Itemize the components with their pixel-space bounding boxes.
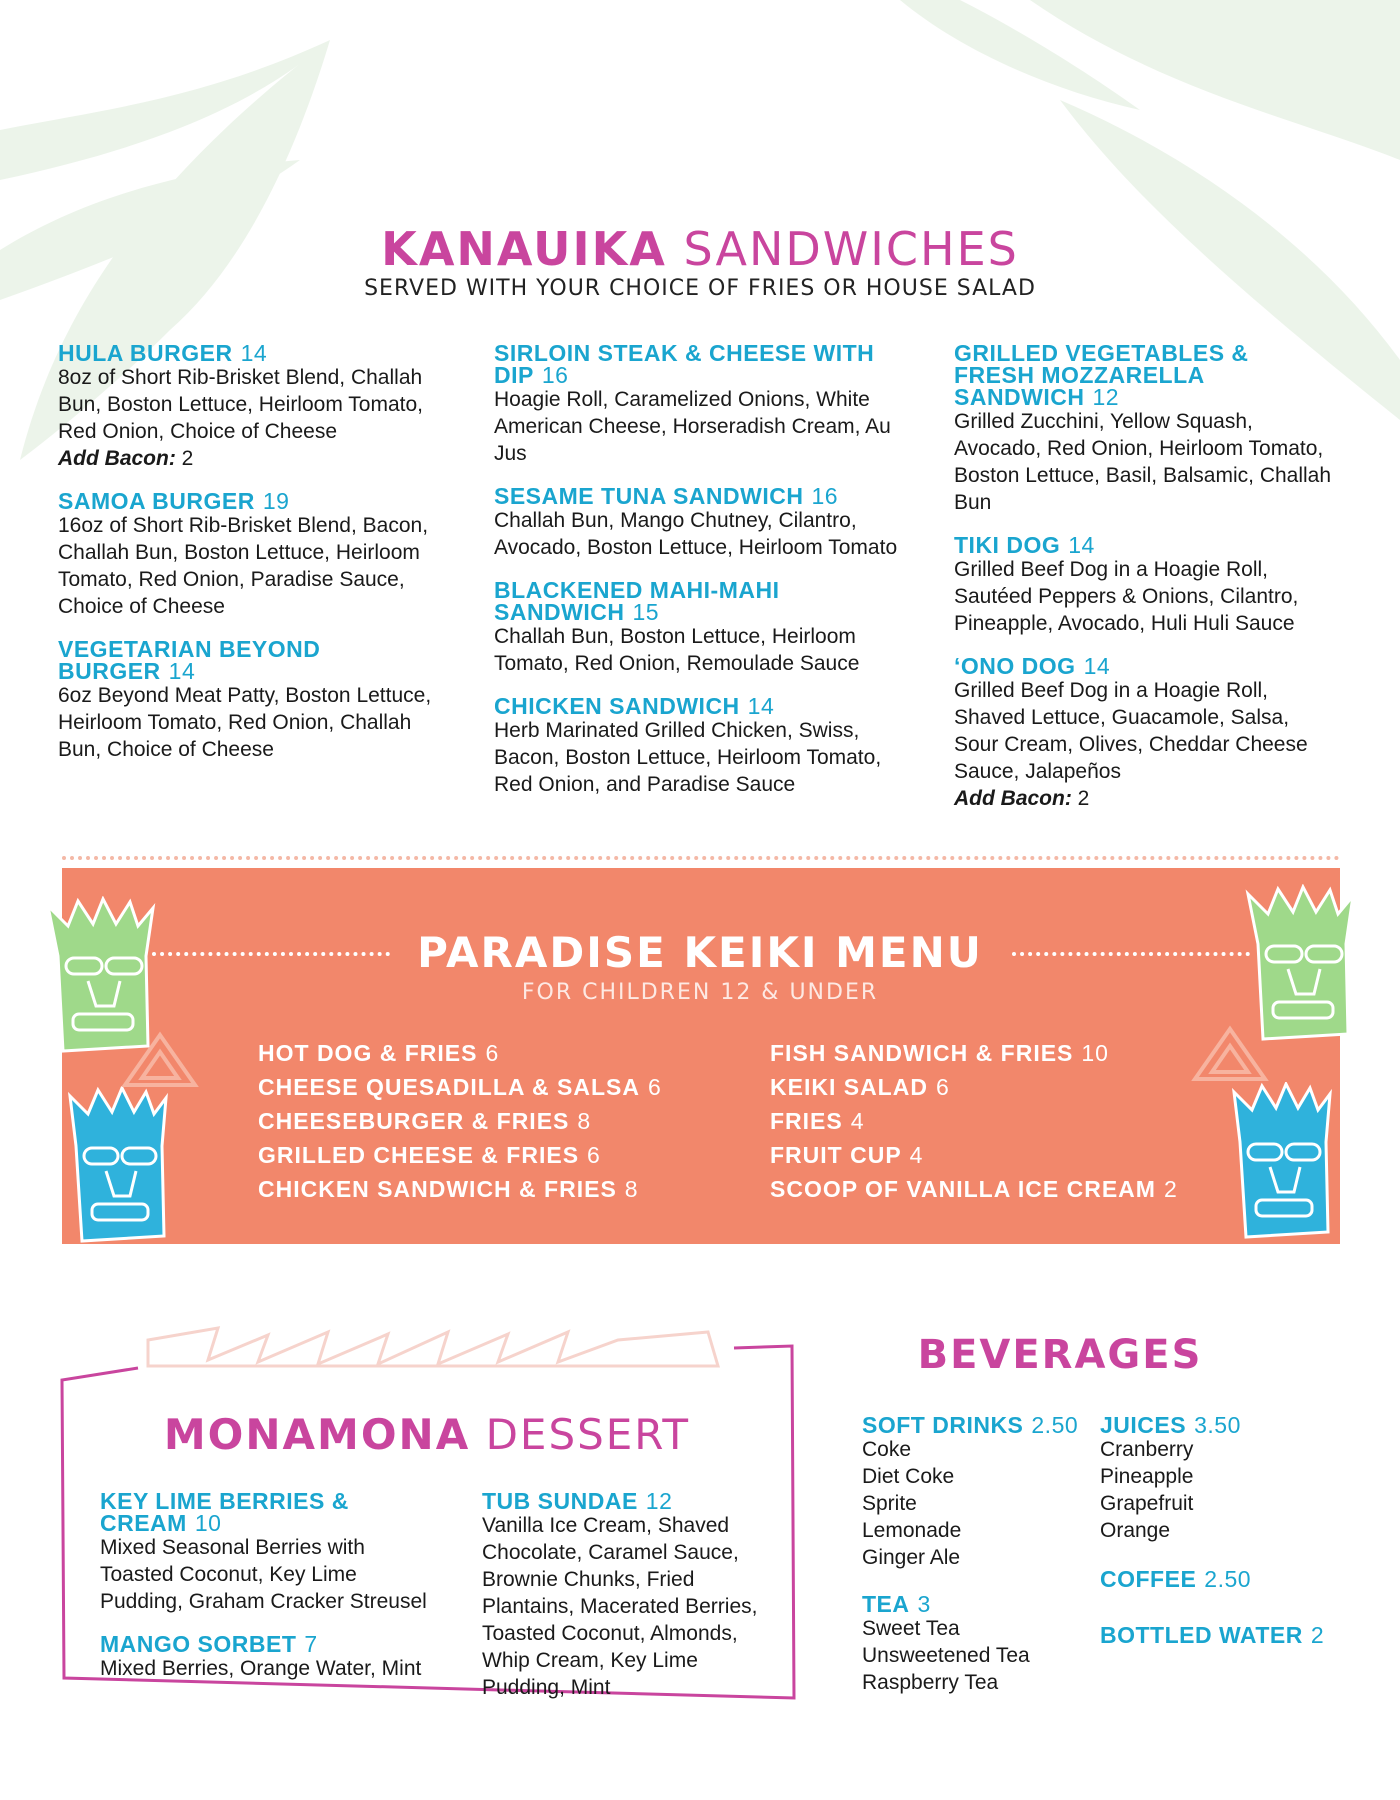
menu-item	[100, 1490, 440, 1615]
item-price: 4	[850, 1108, 865, 1134]
item-name: HOT DOG & FRIES	[258, 1040, 478, 1066]
item-description: Grilled Beef Dog in a Hoagie Roll, Sautéed Peppers & Onions, Cilantro, Pineapple, Avocado, Huli Huli Sauce	[954, 558, 1299, 635]
sandwiches-subtitle: SERVED WITH YOUR CHOICE OF FRIES OR HOUSE SALAD	[364, 276, 1036, 301]
item-addon	[58, 445, 448, 472]
item-name: JUICES	[1100, 1412, 1187, 1438]
item-name: TUB SUNDAE	[482, 1488, 638, 1514]
item-description: 8oz of Short Rib-Brisket Blend, Challah Bun, Boston Lettuce, Heirloom Tomato, Red Onion, Choice of Cheese	[58, 366, 423, 443]
keiki-item	[258, 1104, 678, 1138]
dessert-column-1	[100, 1490, 440, 1700]
item-name: SOFT DRINKS	[862, 1412, 1024, 1438]
sandwiches-title-light: SANDWICHES	[683, 222, 1019, 276]
item-price: 14	[747, 693, 775, 719]
addon-label: Add Bacon:	[58, 447, 176, 470]
item-name: SIRLOIN STEAK & CHEESE WITH DIP	[494, 340, 875, 388]
beverage-option: Coke	[862, 1438, 912, 1461]
item-price: 6	[587, 1142, 601, 1168]
dessert-title-light: DESSERT	[485, 1410, 691, 1459]
keiki-subtitle: FOR CHILDREN 12 & UNDER	[521, 980, 879, 1005]
item-description: Hoagie Roll, Caramelized Onions, White American Cheese, Horseradish Cream, Au Jus	[494, 388, 891, 465]
item-price: 10	[194, 1510, 222, 1536]
dessert-title	[62, 1410, 792, 1459]
item-description: Grilled Beef Dog in a Hoagie Roll, Shaved Lettuce, Guacamole, Salsa, Sour Cream, Olives, Cheddar Cheese Sauce, Jalapeños	[954, 679, 1308, 783]
keiki-title: PARADISE KEIKI MENU	[417, 928, 983, 977]
item-price: 8	[577, 1108, 592, 1134]
item-price: 14	[240, 340, 268, 366]
keiki-column-right	[770, 1036, 1210, 1206]
item-price: 14	[1068, 532, 1095, 558]
item-price: 7	[304, 1631, 318, 1657]
item-price: 14	[168, 658, 196, 684]
item-name: FRUIT CUP	[770, 1142, 902, 1168]
item-description: Mixed Berries, Orange Water, Mint	[100, 1657, 422, 1680]
item-price: 6	[647, 1074, 662, 1100]
item-name: KEY LIME BERRIES & CREAM	[100, 1488, 349, 1536]
keiki-item	[258, 1138, 678, 1172]
item-description: Mixed Seasonal Berries with Toasted Coconut, Key Lime Pudding, Graham Cracker Streusel	[100, 1536, 427, 1613]
item-price: 3.50	[1194, 1412, 1241, 1438]
item-name: SESAME TUNA SANDWICH	[494, 483, 804, 509]
item-name: CHEESE QUESADILLA & SALSA	[258, 1074, 640, 1100]
keiki-item	[770, 1172, 1210, 1206]
item-name: HULA BURGER	[58, 340, 233, 366]
item-name: GRILLED VEGETABLES & FRESH MOZZARELLA SANDWICH	[954, 340, 1249, 410]
item-name: TEA	[862, 1591, 910, 1617]
beverage-group	[1100, 1414, 1340, 1544]
keiki-item	[770, 1070, 1210, 1104]
item-description: Challah Bun, Mango Chutney, Cilantro, Avocado, Boston Lettuce, Heirloom Tomato	[494, 509, 898, 559]
menu-item	[494, 342, 914, 467]
item-description: Grilled Zucchini, Yellow Squash, Avocado, Red Onion, Heirloom Tomato, Boston Lettuce, Basil, Balsamic, Challah Bun	[954, 410, 1332, 514]
beverage-option: Diet Coke	[862, 1465, 955, 1488]
item-name: FRIES	[770, 1108, 843, 1134]
item-name: ‘ONO DOG	[954, 653, 1076, 679]
item-name: GRILLED CHEESE & FRIES	[258, 1142, 580, 1168]
item-name: TIKI DOG	[954, 532, 1061, 558]
menu-item	[58, 342, 448, 472]
beverage-option: Orange	[1100, 1519, 1171, 1542]
item-price: 12	[1092, 384, 1120, 410]
beverage-option: Unsweetened Tea	[862, 1644, 1030, 1667]
item-name: FISH SANDWICH & FRIES	[770, 1040, 1074, 1066]
beverage-group	[1100, 1624, 1340, 1646]
item-name: CHEESEBURGER & FRIES	[258, 1108, 570, 1134]
menu-item	[100, 1633, 440, 1682]
keiki-item	[770, 1138, 1210, 1172]
menu-item	[482, 1490, 782, 1701]
tiki-mask-icon	[1226, 1082, 1336, 1242]
beverage-option: Raspberry Tea	[862, 1671, 999, 1694]
tiki-mask-icon	[1238, 884, 1358, 1044]
keiki-item	[770, 1104, 1210, 1138]
tiki-mask-icon	[62, 1086, 172, 1246]
keiki-item	[258, 1172, 678, 1206]
item-price: 4	[909, 1142, 924, 1168]
beverages-column-1	[862, 1414, 1082, 1714]
item-description: Herb Marinated Grilled Chicken, Swiss, Bacon, Boston Lettuce, Heirloom Tomato, Red Onion, and Paradise Sauce	[494, 719, 882, 796]
item-price: 10	[1081, 1040, 1109, 1066]
beverage-group	[862, 1593, 1082, 1696]
menu-item	[494, 579, 914, 677]
addon-price: 2	[1077, 787, 1090, 810]
beverage-option: Lemonade	[862, 1519, 962, 1542]
item-name: COFFEE	[1100, 1566, 1197, 1592]
beverage-group	[1100, 1568, 1340, 1590]
beverages-column-2	[1100, 1414, 1340, 1664]
item-price: 19	[262, 488, 290, 514]
dessert-title-bold: MONAMONA	[163, 1410, 471, 1459]
item-price: 14	[1083, 653, 1111, 679]
menu-item	[954, 342, 1334, 516]
dessert-column-2	[482, 1490, 782, 1719]
beverage-option: Grapefruit	[1100, 1492, 1194, 1515]
tribal-triangle-icon	[120, 1030, 200, 1090]
beverage-group	[862, 1414, 1082, 1571]
item-price: 2	[1310, 1622, 1325, 1648]
item-name: CHICKEN SANDWICH	[494, 693, 740, 719]
item-name: KEIKI SALAD	[770, 1074, 928, 1100]
addon-price: 2	[181, 447, 194, 470]
item-name: BOTTLED WATER	[1100, 1622, 1303, 1648]
item-description: Vanilla Ice Cream, Shaved Chocolate, Caramel Sauce, Brownie Chunks, Fried Plantains, Macerated Berries, Toasted Coconut, Almonds, Whip Cream, Key Lime Pudding, Mint	[482, 1514, 758, 1699]
beverage-option: Cranberry	[1100, 1438, 1194, 1461]
addon-label: Add Bacon:	[954, 787, 1072, 810]
menu-item	[494, 695, 914, 798]
beverages-title: BEVERAGES	[917, 1332, 1203, 1378]
item-description: 16oz of Short Rib-Brisket Blend, Bacon, Challah Bun, Boston Lettuce, Heirloom Tomato, Red Onion, Paradise Sauce, Choice of Cheese	[58, 514, 429, 618]
item-name: BLACKENED MAHI-MAHI SANDWICH	[494, 577, 780, 625]
sandwich-column-2	[494, 342, 914, 816]
item-price: 16	[541, 362, 569, 388]
item-price: 6	[485, 1040, 500, 1066]
sandwiches-title	[0, 222, 1400, 276]
tribal-triangle-icon	[1190, 1024, 1270, 1084]
item-addon	[954, 785, 1334, 812]
item-name: VEGETARIAN BEYOND BURGER	[58, 636, 321, 684]
menu-item	[58, 490, 448, 620]
item-description: 6oz Beyond Meat Patty, Boston Lettuce, Heirloom Tomato, Red Onion, Challah Bun, Choice of Cheese	[58, 684, 432, 761]
item-name: SCOOP OF VANILLA ICE CREAM	[770, 1176, 1156, 1202]
keiki-column-left	[258, 1036, 678, 1206]
item-price: 15	[632, 599, 660, 625]
menu-item	[954, 534, 1334, 637]
item-description: Challah Bun, Boston Lettuce, Heirloom Tomato, Red Onion, Remoulade Sauce	[494, 625, 860, 675]
item-price: 2.50	[1204, 1566, 1252, 1592]
keiki-item	[258, 1036, 678, 1070]
keiki-item	[770, 1036, 1210, 1070]
item-price: 8	[624, 1176, 639, 1202]
beverage-option: Sweet Tea	[862, 1617, 960, 1640]
beverage-option: Sprite	[862, 1492, 917, 1515]
sandwich-column-1	[58, 342, 448, 781]
beverage-option: Pineapple	[1100, 1465, 1194, 1488]
sandwiches-title-bold: KANAUIKA	[381, 222, 667, 276]
item-price: 2.50	[1031, 1412, 1079, 1438]
item-price: 6	[935, 1074, 950, 1100]
menu-item	[954, 655, 1334, 812]
sandwich-column-3	[954, 342, 1334, 830]
menu-item	[58, 638, 448, 763]
item-price: 3	[917, 1591, 931, 1617]
item-price: 16	[811, 483, 839, 509]
item-name: CHICKEN SANDWICH & FRIES	[258, 1176, 617, 1202]
item-name: MANGO SORBET	[100, 1631, 297, 1657]
menu-item	[494, 485, 914, 561]
item-price: 12	[645, 1488, 673, 1514]
keiki-item	[258, 1070, 678, 1104]
dotted-divider	[62, 856, 1340, 860]
item-price: 2	[1163, 1176, 1178, 1202]
item-name: SAMOA BURGER	[58, 488, 255, 514]
beverage-option: Ginger Ale	[862, 1546, 961, 1569]
